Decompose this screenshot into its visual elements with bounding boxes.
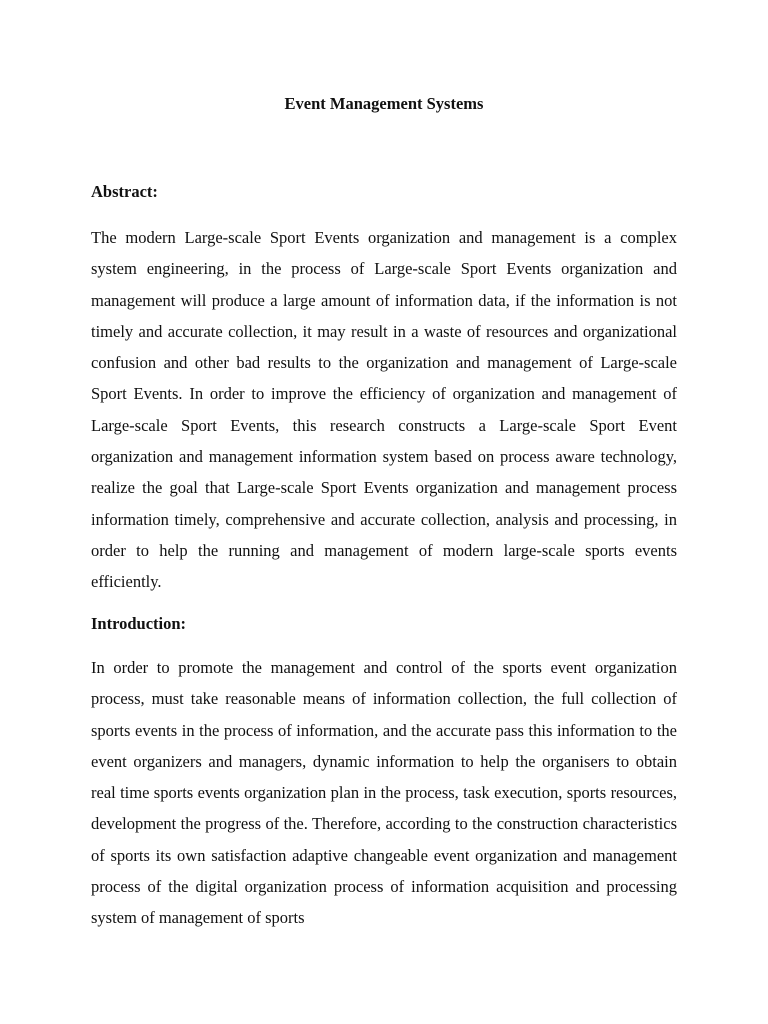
document-title: Event Management Systems [284,94,484,113]
abstract-paragraph: The modern Large-scale Sport Events organization and management is a complex system engineering, in the process of Large-scale Sport Events organization and management will produce a large amount of information data, if the information is not timely and accurate collection, it may result in a waste of resources and organizational confusion and other bad results to the organization and management of Large-scale Sport Events. In order to improve the efficiency of organization and management of Large-scale Sport Events, this research constructs a Large-scale Sport Event organization and management information system based on process aware technology, realize the goal that Large-scale Sport Events organization and management process information timely, comprehensive and accurate collection, analysis and processing, in order to help the running and management of modern large-scale sports events efficiently. [91,228,677,592]
introduction-heading: Introduction: [91,614,187,633]
abstract-heading: Abstract: [91,182,158,201]
introduction-paragraph: In order to promote the management and control of the sports event organization process, must take reasonable means of information collection, the full collection of sports events in the process of information, and the accurate pass this information to the event organizers and managers, dynamic information to help the organisers to obtain real time sports events organization plan in the process, task execution, sports resources, development the progress of the. Therefore, according to the construction characteristics of sports its own satisfaction adaptive changeable event organization and management process of the digital organization process of information acquisition and processing system of management of sports [91,658,677,928]
